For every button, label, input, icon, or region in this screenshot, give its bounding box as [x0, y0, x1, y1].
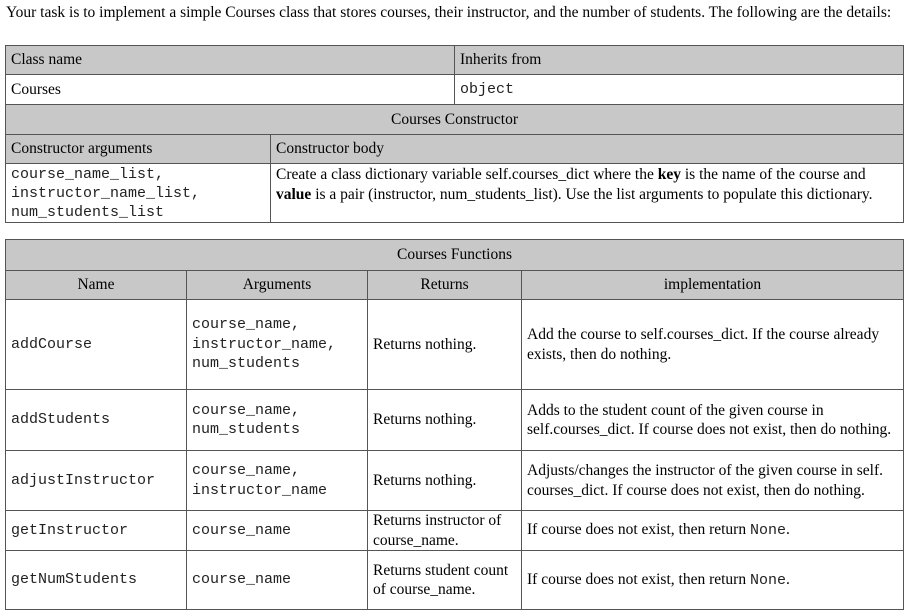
constructor-args — [6, 164, 271, 223]
intro-paragraph: Your task is to implement a simple Courses class that stores courses, their instructor, and the number of students. The following are the details: — [6, 4, 892, 21]
function-impl — [522, 551, 904, 610]
functions-title: Courses Functions — [6, 240, 904, 271]
function-args — [187, 511, 368, 551]
column-header-arguments: Arguments — [187, 271, 368, 300]
class-definition-table — [5, 45, 904, 223]
impl-code: None — [749, 522, 786, 540]
function-returns: Returns nothing. — [368, 300, 522, 390]
column-header-returns: Returns — [368, 271, 522, 300]
function-arg: course_name, — [192, 316, 301, 334]
function-arg: num_students — [192, 355, 301, 373]
function-arg: course_name, — [192, 401, 301, 419]
table-row — [6, 511, 904, 551]
body-text: is the name of the course and — [681, 166, 866, 183]
constructor-arg: instructor_name_list, — [11, 185, 201, 202]
class-name-header: Class name — [6, 46, 455, 75]
function-arg: course_name, — [192, 462, 301, 479]
constructor-arg: num_students_list — [11, 204, 165, 221]
function-name: adjustInstructor — [6, 451, 187, 511]
constructor-body-header: Constructor body — [271, 135, 904, 164]
function-name: addCourse — [6, 300, 187, 390]
function-impl: Adjusts/changes the instructor of the given course in self. courses_dict. If course does not exist, then do nothing. — [522, 451, 904, 511]
table-row — [6, 551, 904, 610]
table-row — [6, 451, 904, 511]
function-returns: Returns instructor of course_name. — [368, 511, 522, 551]
constructor-arg: course_name_list, — [11, 166, 165, 183]
function-returns: Returns nothing. — [368, 390, 522, 451]
inherits-header: Inherits from — [455, 46, 904, 75]
body-key: key — [657, 166, 681, 183]
body-text: Create a class dictionary variable self.courses_dict where the — [276, 166, 658, 183]
function-impl: Add the course to self.courses_dict. If the course already exists, then do nothing. — [522, 300, 904, 390]
inherits-value: object — [455, 75, 904, 105]
function-arg: num_students — [192, 421, 301, 438]
function-impl — [522, 511, 904, 551]
table-row — [6, 300, 904, 390]
functions-table — [5, 239, 904, 610]
impl-text: . — [785, 570, 790, 588]
column-header-name: Name — [6, 271, 187, 300]
class-name-value: Courses — [6, 75, 455, 105]
impl-text: If course does not exist, then return — [527, 521, 750, 539]
body-text: is a pair (instructor, num_students_list). Use the list arguments to populate this dictionary. — [311, 185, 873, 203]
function-returns: Returns nothing. — [368, 451, 522, 511]
table-row — [6, 390, 904, 451]
function-returns: Returns student count of course_name. — [368, 551, 522, 610]
function-args — [187, 451, 368, 511]
impl-text: . — [785, 521, 790, 539]
constructor-body — [271, 164, 904, 223]
function-args — [187, 300, 368, 390]
function-arg: instructor_name — [192, 481, 328, 499]
column-header-implementation: implementation — [522, 271, 904, 300]
function-name: getNumStudents — [6, 551, 187, 610]
function-impl: Adds to the student count of the given course in self.courses_dict. If course does not exist, then do nothing. — [522, 390, 904, 451]
function-name: getInstructor — [6, 511, 187, 551]
impl-code: None — [749, 571, 786, 589]
function-arg: instructor_name, — [192, 335, 337, 353]
function-arg: course_name — [192, 571, 292, 589]
constructor-title: Courses Constructor — [6, 105, 904, 135]
function-arg: course_name — [192, 521, 292, 539]
impl-text: If course does not exist, then return — [527, 570, 750, 588]
function-name: addStudents — [6, 390, 187, 451]
function-args — [187, 551, 368, 610]
body-value: value — [276, 185, 312, 203]
constructor-args-header: Constructor arguments — [6, 135, 271, 164]
function-args — [187, 390, 368, 451]
